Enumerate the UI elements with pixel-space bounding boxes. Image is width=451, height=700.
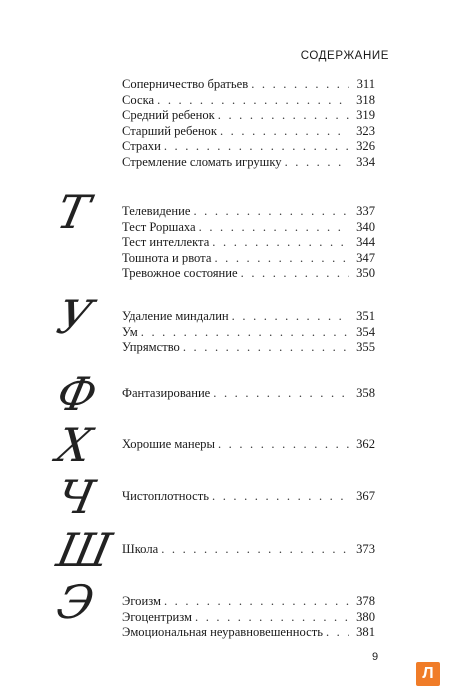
dot-leader	[251, 76, 349, 92]
toc-entry-page: 334	[356, 155, 375, 169]
toc-entry-page: 311	[356, 77, 375, 91]
section-letter-icon: Х	[52, 418, 97, 472]
running-header: СОДЕРЖАНИЕ	[300, 50, 389, 62]
dot-leader	[232, 308, 349, 324]
toc-entry-title: Соска	[122, 92, 155, 107]
toc-entry[interactable]	[122, 107, 375, 123]
toc-entry-page: 355	[356, 340, 375, 355]
toc-entry-page: 358	[356, 386, 375, 400]
dot-leader	[220, 123, 349, 139]
toc-entry-page: 378	[356, 594, 375, 608]
toc-entry[interactable]	[122, 138, 375, 154]
toc-entry-page: 373	[356, 542, 375, 556]
toc-entry[interactable]	[122, 624, 375, 640]
toc-entry-page: 350	[356, 266, 375, 281]
toc-entry-title: Стремление сломать игрушку	[122, 155, 282, 169]
toc-entry-title: Чистоплотность	[122, 489, 209, 503]
toc-entry-title: Эгоизм	[122, 594, 161, 608]
toc-entry-title: Телевидение	[122, 204, 191, 218]
dot-leader	[164, 138, 349, 154]
toc-entry-page: 337	[356, 204, 375, 218]
dot-leader	[141, 324, 349, 340]
toc-entry-title: Удаление миндалин	[122, 309, 229, 323]
toc-entry[interactable]	[122, 339, 375, 355]
toc-entry-page: 326	[356, 139, 375, 154]
toc-entry[interactable]	[122, 385, 375, 401]
toc-entry-title: Соперничество братьев	[122, 77, 249, 91]
section-letter-icon: Ш	[52, 523, 117, 577]
toc-entry-title: Ум	[122, 324, 138, 339]
toc-entry-title: Фантазирование	[122, 386, 211, 400]
dot-leader	[161, 541, 349, 557]
dot-leader	[218, 436, 349, 452]
toc-entry[interactable]	[122, 219, 375, 235]
toc-entry[interactable]	[122, 76, 375, 92]
toc-entry[interactable]	[122, 436, 375, 452]
toc-entry-title: Тошнота и рвота	[122, 250, 212, 265]
toc-entry-title: Тест Роршаха	[122, 219, 196, 234]
toc-entry[interactable]	[122, 609, 375, 625]
dot-leader	[164, 593, 349, 609]
toc-entry-page: 362	[356, 437, 375, 451]
toc-entry-page: 347	[356, 250, 375, 265]
toc-entry-title: Старший ребенок	[122, 123, 217, 138]
toc-entry[interactable]	[122, 92, 375, 108]
toc-entry-page: 381	[356, 625, 375, 640]
publisher-logo-badge: Л	[416, 662, 440, 686]
dot-leader	[199, 219, 349, 235]
toc-entry[interactable]	[122, 234, 375, 250]
dot-leader	[212, 234, 349, 250]
toc-entry-title: Упрямство	[122, 340, 180, 355]
toc-entry[interactable]	[122, 308, 375, 324]
dot-leader	[218, 107, 349, 123]
toc-entry-title: Тревожное состояние	[122, 266, 238, 281]
dot-leader	[213, 385, 349, 401]
toc-entry-page: 318	[356, 92, 375, 107]
dot-leader	[241, 265, 349, 281]
toc-entry-page: 367	[356, 489, 375, 503]
dot-leader	[183, 339, 349, 355]
toc-entry-title: Тест интеллекта	[122, 235, 210, 250]
toc-entry-page: 319	[356, 108, 375, 123]
toc-entry-title: Школа	[122, 542, 159, 556]
toc-entry-title: Эгоцентризм	[122, 609, 192, 624]
section-letter-icon: У	[52, 290, 97, 344]
toc-entry-title: Хорошие манеры	[122, 437, 215, 451]
toc-entry-title: Средний ребенок	[122, 108, 215, 123]
toc-entry[interactable]	[122, 154, 375, 170]
toc-entry[interactable]	[122, 593, 375, 609]
dot-leader	[214, 250, 349, 266]
toc-entry-page: 380	[356, 609, 375, 624]
section-letter-icon: Ч	[52, 470, 100, 524]
section-letter-icon: Т	[52, 185, 95, 239]
toc-entry[interactable]	[122, 203, 375, 219]
toc-entry[interactable]	[122, 123, 375, 139]
toc-entry-title: Страхи	[122, 139, 161, 154]
dot-leader	[193, 203, 349, 219]
page-number: 9	[372, 651, 379, 663]
dot-leader	[157, 92, 349, 108]
toc-entry[interactable]	[122, 265, 375, 281]
toc-entry-page: 354	[356, 324, 375, 339]
toc-entry[interactable]	[122, 541, 375, 557]
section-letter-icon: Ф	[52, 367, 102, 421]
dot-leader	[195, 609, 349, 625]
dot-leader	[285, 154, 349, 170]
dot-leader	[212, 488, 349, 504]
toc-entry-title: Эмоциональная неуравновешенность	[122, 625, 323, 640]
toc-entry-page: 344	[356, 235, 375, 250]
section-letter-icon: Э	[52, 575, 99, 629]
toc-entry[interactable]	[122, 488, 375, 504]
toc-entry-page: 351	[356, 309, 375, 323]
toc-entry-page: 340	[356, 219, 375, 234]
toc-entry[interactable]	[122, 324, 375, 340]
dot-leader	[326, 624, 349, 640]
toc-entry-page: 323	[356, 123, 375, 138]
toc-entry[interactable]	[122, 250, 375, 266]
